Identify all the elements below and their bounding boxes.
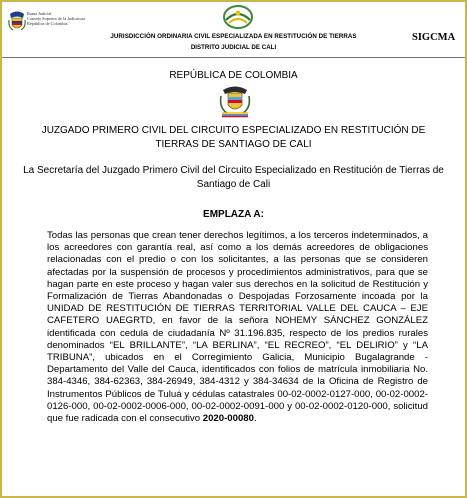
- rama-judicial-coat-of-arms-icon: [8, 8, 26, 34]
- document-header: [2, 2, 465, 60]
- header-divider: [2, 57, 465, 58]
- restitucion-tierras-logo-icon: [221, 4, 255, 30]
- summons-body-text: Todas las personas que crean tener derechos legítimos, a los terceros indeterminados, a los acreedores con garantía real, así como a los demás acreedores de obligaciones relacionadas con el predio o con los solicitantes, a las personas que se consideren afectadas por la suspensión de procesos y procedimientos administrativos, para que se hagan parte en este proceso y hagan valer sus derechos en la solicitud de Restitución y Formalización de Tierras Abandonadas o Despojadas Forzosamente incoada por la UNIDAD DE RESTITUCIÓN DE TIERRAS TERRITORIAL VALLE DEL CAUCA – EJE CAFETERO UAEGRTD, en favor de la señora NOHEMY SÁNCHEZ GONZÁLEZ identificada con cedula de ciudadanía Nº 31.196.835, respecto de los predios rurales denominados “EL BRILLANTE”, “LA BERLINA”, “EL RECREO”, “EL DELIRIO” y “LA TRIBUNA”, ubicados en el Corregimiento Galicia, Municipio Bugalagrande - Departamento del Valle del Cauca, identificados con folios de matrícula inmobiliaria No. 384-4346, 384-62363, 384-26949, 384-4312 y 384-34634 de la Oficina de Registro de Instrumentos Públicos de Tuluá y cédulas catastrales 00-02-0002-0127-000, 00-02-0002-0126-000, 00-02-0002-0006-000, 00-02-0002-0091-000 y 00-02-0002-0120-000, solicitud que fue radicada con el consecutivo: [47, 230, 428, 425]
- radicado-number: 2020-00080: [202, 413, 254, 425]
- jurisdiction-title: JURISDICCIÓN ORDINARIA CIVIL ESPECIALIZADA EN RESTITUCIÓN DE TIERRAS: [110, 33, 357, 40]
- republica-title: REPÚBLICA DE COLOMBIA: [169, 70, 298, 81]
- district-title: DISTRITO JUDICIAL DE CALI: [190, 44, 277, 51]
- court-name: JUZGADO PRIMERO CIVIL DEL CIRCUITO ESPECIALIZADO EN RESTITUCIÓN DE TIERRAS DE SANTIAGO DE CALI: [41, 125, 426, 150]
- summons-body-end: .: [253, 413, 257, 425]
- colombia-coat-of-arms-icon: [217, 84, 253, 118]
- rama-judicial-text: Rama Judicial Consejo Superior de la Judicatura República de Colombia: [27, 11, 85, 26]
- emplaza-heading: EMPLAZA A:: [203, 209, 264, 220]
- sigcma-label: SIGCMA: [412, 32, 456, 43]
- summons-body: [47, 230, 428, 425]
- secretaria-statement: La Secretaría del Juzgado Primero Civil del Circuito Especializado en Restitución de Tierras de Santiago de Cali: [23, 165, 444, 190]
